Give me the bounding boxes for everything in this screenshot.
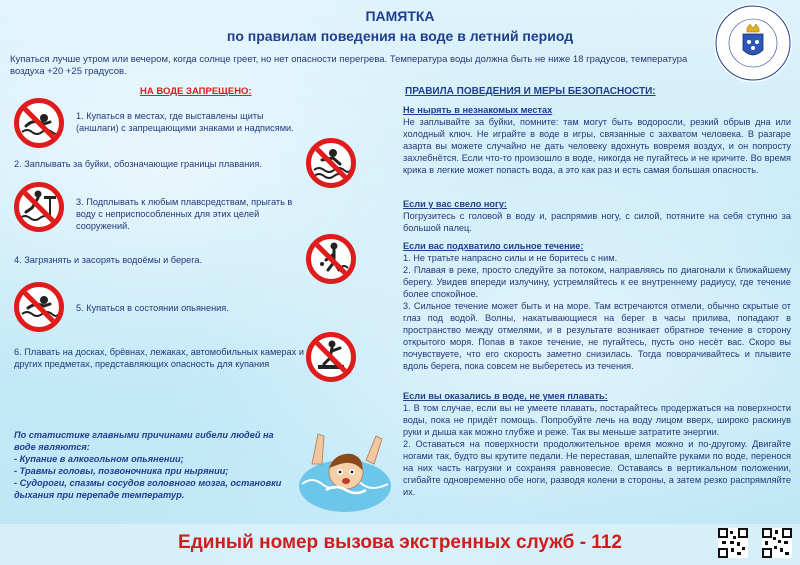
- rules-section-title: Если у вас свело ногу:: [403, 199, 507, 209]
- rules-heading: ПРАВИЛА ПОВЕДЕНИЯ И МЕРЫ БЕЗОПАСНОСТИ:: [405, 86, 656, 97]
- qr-code-icon[interactable]: [718, 528, 748, 558]
- rules-section-text: 2. Оставаться на поверхности продолжительное время можно и по-другому. Двигайте ногами так, будто вы крутите педали. Не переставая, шлепайте руками по воде, перенося на них часть нагрузки и сохраняя равновесие. Оставаясь в вертикальном положении, сгибайте одновременно обе ноги, разводя колени в стороны, а затем резко распрямляйте их.: [403, 439, 791, 497]
- forbidden-item-4: 4. Загрязнять и засорять водоёмы и берега.: [14, 255, 203, 265]
- page-title: ПАМЯТКА: [365, 8, 435, 24]
- emergency-number: Единый номер вызова экстренных служб - 112: [178, 532, 622, 553]
- forbidden-item-3: 3. Подплывать к любым плавсредствам, прыгать в воду с неприспособленных для этих целей сооружений.: [76, 197, 293, 231]
- no-swimming-sign-icon: [14, 98, 64, 148]
- rules-section: [403, 104, 791, 176]
- no-diving-sign-icon: [14, 182, 64, 232]
- forbidden-item-1: 1. Купаться в местах, где выставлены щиты (аншлаги) с запрещающими знаками и надписями.: [76, 111, 294, 133]
- statistics-item: - Купание в алкогольном опьянении;: [14, 454, 184, 464]
- qr-code-icon[interactable]: [762, 528, 792, 558]
- rules-section-text: 3. Сильное течение может быть и на море. Там встречаются отмели, обычно скрытые от глаз под водой. Волны, накатывающиеся на берег в часы прилива, попадают в пространство между отмелями, и в результате возникает обратное течение в сторону открытого моря. Попав в такое течение, не пугайтесь, пусть оно несёт вас. Скоро вы почувствуете, что его скорость заметно снизилась. Тогда поворачивайтесь и плывите вдоль берега, пока совсем не выберетесь из течения.: [403, 301, 791, 371]
- statistics-lead: По статистике главными причинами гибели людей на воде являются:: [14, 430, 274, 452]
- rules-section-title: Не нырять в незнакомых местах: [403, 105, 553, 115]
- forbidden-item-5: 5. Купаться в состоянии опьянения.: [76, 303, 229, 313]
- rules-section: [403, 198, 791, 234]
- forbidden-item-2: 2. Заплывать за буйки, обозначающие границы плавания.: [14, 159, 262, 169]
- forbidden-item-6: 6. Плавать на досках, брёвнах, лежаках, автомобильных камерах и других предметах, представляющих опасность для купания: [14, 347, 304, 369]
- rules-section-title: Если вас подхватило сильное течение:: [403, 241, 584, 251]
- statistics-block: [14, 429, 294, 501]
- rules-section-text: Не заплывайте за буйки, помните: там могут быть водоросли, резкий обрыв дна или холодный ключ. Не играйте в воде в игры, связанные с захватом человека. В разгаре азарта вы можете случайно не дать человеку вдохнуть вовремя воздух, и он попросту захлебнётся. Если что-то произошло в воде, никогда не пугайтесь и не кричите. Во время крика в легкие может попасть вода, а это как раз и есть самая большая опасность.: [403, 117, 791, 175]
- rules-section-title: Если вы оказались в воде, не умея плавать:: [403, 391, 608, 401]
- emblem-icon: [714, 4, 792, 82]
- rules-section-text: 2. Плавая в реке, просто следуйте за потоком, направляясь по диагонали к ближайшему берегу. Увидев впереди излучину, устремляйтесь к ее внутреннему радиусу, где течение более спокойное.: [403, 265, 791, 299]
- rules-section-text: Погрузитесь с головой в воду и, распрямив ногу, с силой, потяните на себя ступню за большой палец.: [403, 211, 791, 233]
- forbidden-heading: НА ВОДЕ ЗАПРЕЩЕНО:: [140, 86, 252, 97]
- intro-text: Купаться лучше утром или вечером, когда солнце греет, но нет опасности перегрева. Температура воды должна быть не ниже 18 градусов, температура воздуха +20 +25 градусов.: [10, 54, 688, 77]
- statistics-item: - Судороги, спазмы сосудов головного мозга, остановки дыхания при перепаде температур.: [14, 478, 282, 500]
- page-subtitle: по правилам поведения на воде в летний период: [226, 28, 574, 44]
- rules-section: [403, 240, 791, 372]
- no-rafting-sign-icon: [306, 332, 356, 382]
- statistics-item: - Травмы головы, позвоночника при нырянии;: [14, 466, 229, 476]
- rules-section-text: 1. В том случае, если вы не умеете плавать, постарайтесь продержаться на поверхности воды, пока не придёт помощь. Попробуйте лечь на воду лицом вверх, широко раскинув руки и дыша как можно глубже и реже. Так вы меньше затратите энергии.: [403, 403, 791, 437]
- no-littering-sign-icon: [306, 234, 356, 284]
- rules-section-text: 1. Не тратьте напрасно силы и не боритесь с ним.: [403, 253, 618, 263]
- drowning-boy-icon: [296, 424, 394, 518]
- no-buoy-swimming-sign-icon: [306, 138, 356, 188]
- rules-section: [403, 390, 791, 498]
- emblem-text: [714, 4, 715, 5]
- no-drunk-swimming-sign-icon: [14, 282, 64, 332]
